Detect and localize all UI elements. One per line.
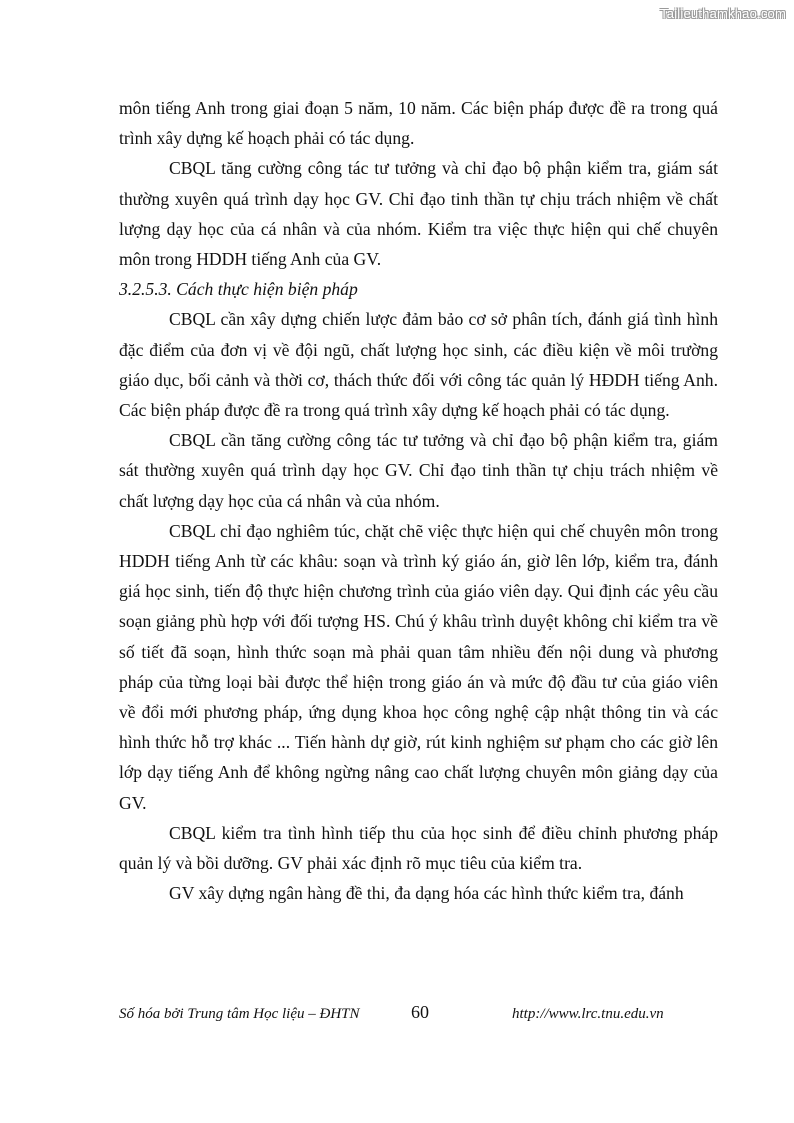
- page-number: 60: [411, 1002, 429, 1022]
- section-heading: 3.2.5.3. Cách thực hiện biện pháp: [119, 279, 358, 300]
- page-body: [119, 93, 718, 908]
- paragraph: CBQL chỉ đạo nghiêm túc, chặt chẽ việc thực hiện qui chế chuyên môn trong HDDH tiếng Anh từ các khâu: soạn và trình ký giáo án, giờ lên lớp, kiểm tra, đánh giá học sinh, tiến độ thực hiện chương trình của giáo viên dạy. Qui định các yêu cầu soạn giảng phù hợp với đối tượng HS. Chú ý khâu trình duyệt không chỉ kiểm tra về số tiết đã soạn, hình thức soạn mà phải quan tâm nhiều đến nội dung và phương pháp của từng loại bài được thể hiện trong giáo án và mức độ đầu tư của giáo viên về đổi mới phương pháp, ứng dụng khoa học công nghệ cập nhật thông tin và các hình thức hỗ trợ khác ... Tiến hành dự giờ, rút kinh nghiệm sư phạm cho các giờ lên lớp dạy tiếng Anh để không ngừng nâng cao chất lượng chuyên môn giảng dạy của GV.: [119, 520, 718, 813]
- watermark-text: Tailieuthamkhao.com: [660, 6, 786, 21]
- paragraph: CBQL cần xây dựng chiến lược đảm bảo cơ sở phân tích, đánh giá tình hình đặc điểm của đơn vị về đội ngũ, chất lượng học sinh, các điều kiện về môi trường giáo dục, bối cảnh và thời cơ, thách thức đối với công tác quản lý HĐDH tiếng Anh. Các biện pháp được đề ra trong quá trình xây dựng kế hoạch phải có tác dụng.: [119, 309, 718, 421]
- paragraph-continuation: môn tiếng Anh trong giai đoạn 5 năm, 10 năm. Các biện pháp được đề ra trong quá trình xây dựng kế hoạch phải có tác dụng.: [119, 98, 718, 149]
- footer-url: http://www.lrc.tnu.edu.vn: [512, 1006, 664, 1022]
- paragraph: CBQL kiểm tra tình hình tiếp thu của học sinh để điều chỉnh phương pháp quản lý và bồi dưỡng. GV phải xác định rõ mục tiêu của kiểm tra.: [119, 822, 718, 874]
- paragraph: CBQL tăng cường công tác tư tưởng và chỉ đạo bộ phận kiểm tra, giám sát thường xuyên quá trình dạy học GV. Chỉ đạo tinh thần tự chịu trách nhiệm về chất lượng dạy học của cá nhân và của nhóm. Kiểm tra việc thực hiện qui chế chuyên môn trong HDDH tiếng Anh của GV.: [119, 158, 718, 270]
- paragraph: GV xây dựng ngân hàng đề thi, đa dạng hóa các hình thức kiểm tra, đánh: [169, 883, 684, 904]
- paragraph: CBQL cần tăng cường công tác tư tưởng và chỉ đạo bộ phận kiểm tra, giám sát thường xuyên quá trình dạy học GV. Chỉ đạo tinh thần tự chịu trách nhiệm về chất lượng dạy học của cá nhân và của nhóm.: [119, 430, 718, 511]
- footer-source: Số hóa bởi Trung tâm Học liệu – ĐHTN: [119, 1006, 360, 1022]
- page-footer: [119, 1002, 719, 1030]
